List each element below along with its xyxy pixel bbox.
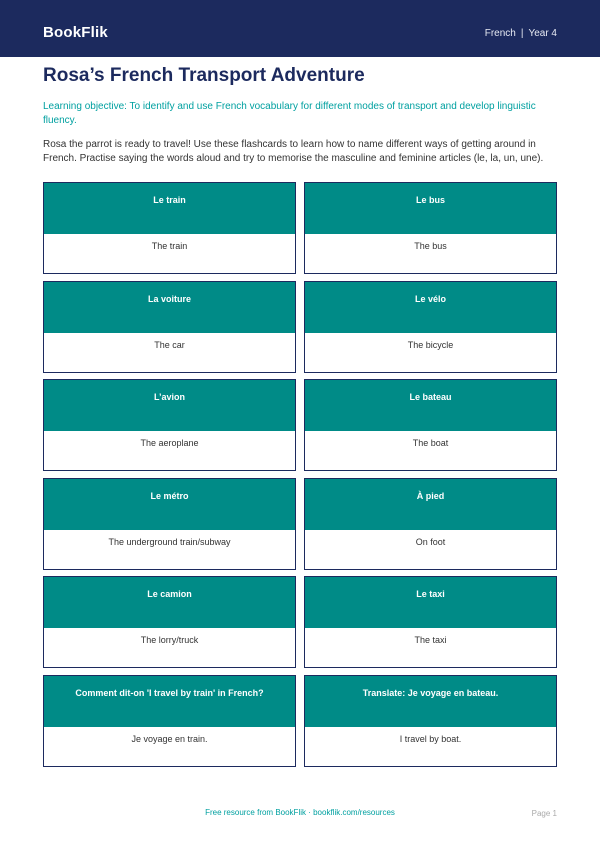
flashcard xyxy=(304,675,557,767)
flashcard xyxy=(43,281,296,373)
flashcard-back: The bus xyxy=(414,241,447,251)
flashcard xyxy=(43,478,296,570)
flashcard xyxy=(304,576,557,668)
flashcard-back: The boat xyxy=(412,438,449,448)
flashcard-back: The train xyxy=(151,241,188,251)
page-title: Rosa’s French Transport Adventure xyxy=(43,65,365,86)
footer-credit: Free resource from BookFlik · bookflik.com/resources xyxy=(205,808,395,817)
meta-separator: | xyxy=(520,28,524,39)
flashcard-front: Comment dit-on 'I travel by train' in French? xyxy=(44,676,295,727)
brand-logo: BookFlik xyxy=(43,24,108,41)
flashcard-front: Translate: Je voyage en bateau. xyxy=(305,676,556,727)
flashcard xyxy=(304,379,557,471)
learning-objective: Learning objective: To identify and use French vocabulary for different modes of transport and develop linguistic fluency. xyxy=(43,101,536,126)
flashcard-back: The bicycle xyxy=(407,339,454,350)
page-header xyxy=(0,0,600,57)
intro-text: Rosa the parrot is ready to travel! Use these flashcards to learn how to name different ways of getting around in French. Practise saying the words aloud and try to memorise the masculine and feminine articles (le, la, un, une). xyxy=(43,139,544,164)
flashcard-back: Je voyage en train. xyxy=(131,733,208,744)
flashcard xyxy=(43,182,296,274)
flashcard xyxy=(43,379,296,471)
flashcard-back: The car xyxy=(154,339,185,350)
flashcard-front: La voiture xyxy=(44,282,295,333)
flashcard-back: The aeroplane xyxy=(140,438,199,448)
flashcard-front: Le taxi xyxy=(305,577,556,628)
header-meta xyxy=(485,28,557,39)
flashcard-front: Le bus xyxy=(305,183,556,234)
flashcard-grid xyxy=(43,182,557,767)
flashcard-back: On foot xyxy=(415,536,446,547)
flashcard xyxy=(43,576,296,668)
flashcard xyxy=(304,182,557,274)
flashcard-front: Le bateau xyxy=(305,380,556,431)
flashcard-back: The taxi xyxy=(414,635,447,645)
flashcard xyxy=(304,478,557,570)
flashcard-back: The underground train/subway xyxy=(108,536,231,547)
flashcard xyxy=(304,281,557,373)
page-number: Page 1 xyxy=(531,809,557,818)
flashcard-front: Le train xyxy=(44,183,295,234)
flashcard-front: L’avion xyxy=(44,380,295,431)
flashcard-front: Le métro xyxy=(44,479,295,530)
flashcard xyxy=(43,675,296,767)
flashcard-front: À pied xyxy=(305,479,556,530)
flashcard-front: Le vélo xyxy=(305,282,556,333)
flashcard-back: The lorry/truck xyxy=(140,635,199,645)
flashcard-front: Le camion xyxy=(44,577,295,628)
subject-label: French xyxy=(484,28,516,39)
year-label: Year 4 xyxy=(528,28,557,39)
flashcard-back: I travel by boat. xyxy=(399,733,462,744)
